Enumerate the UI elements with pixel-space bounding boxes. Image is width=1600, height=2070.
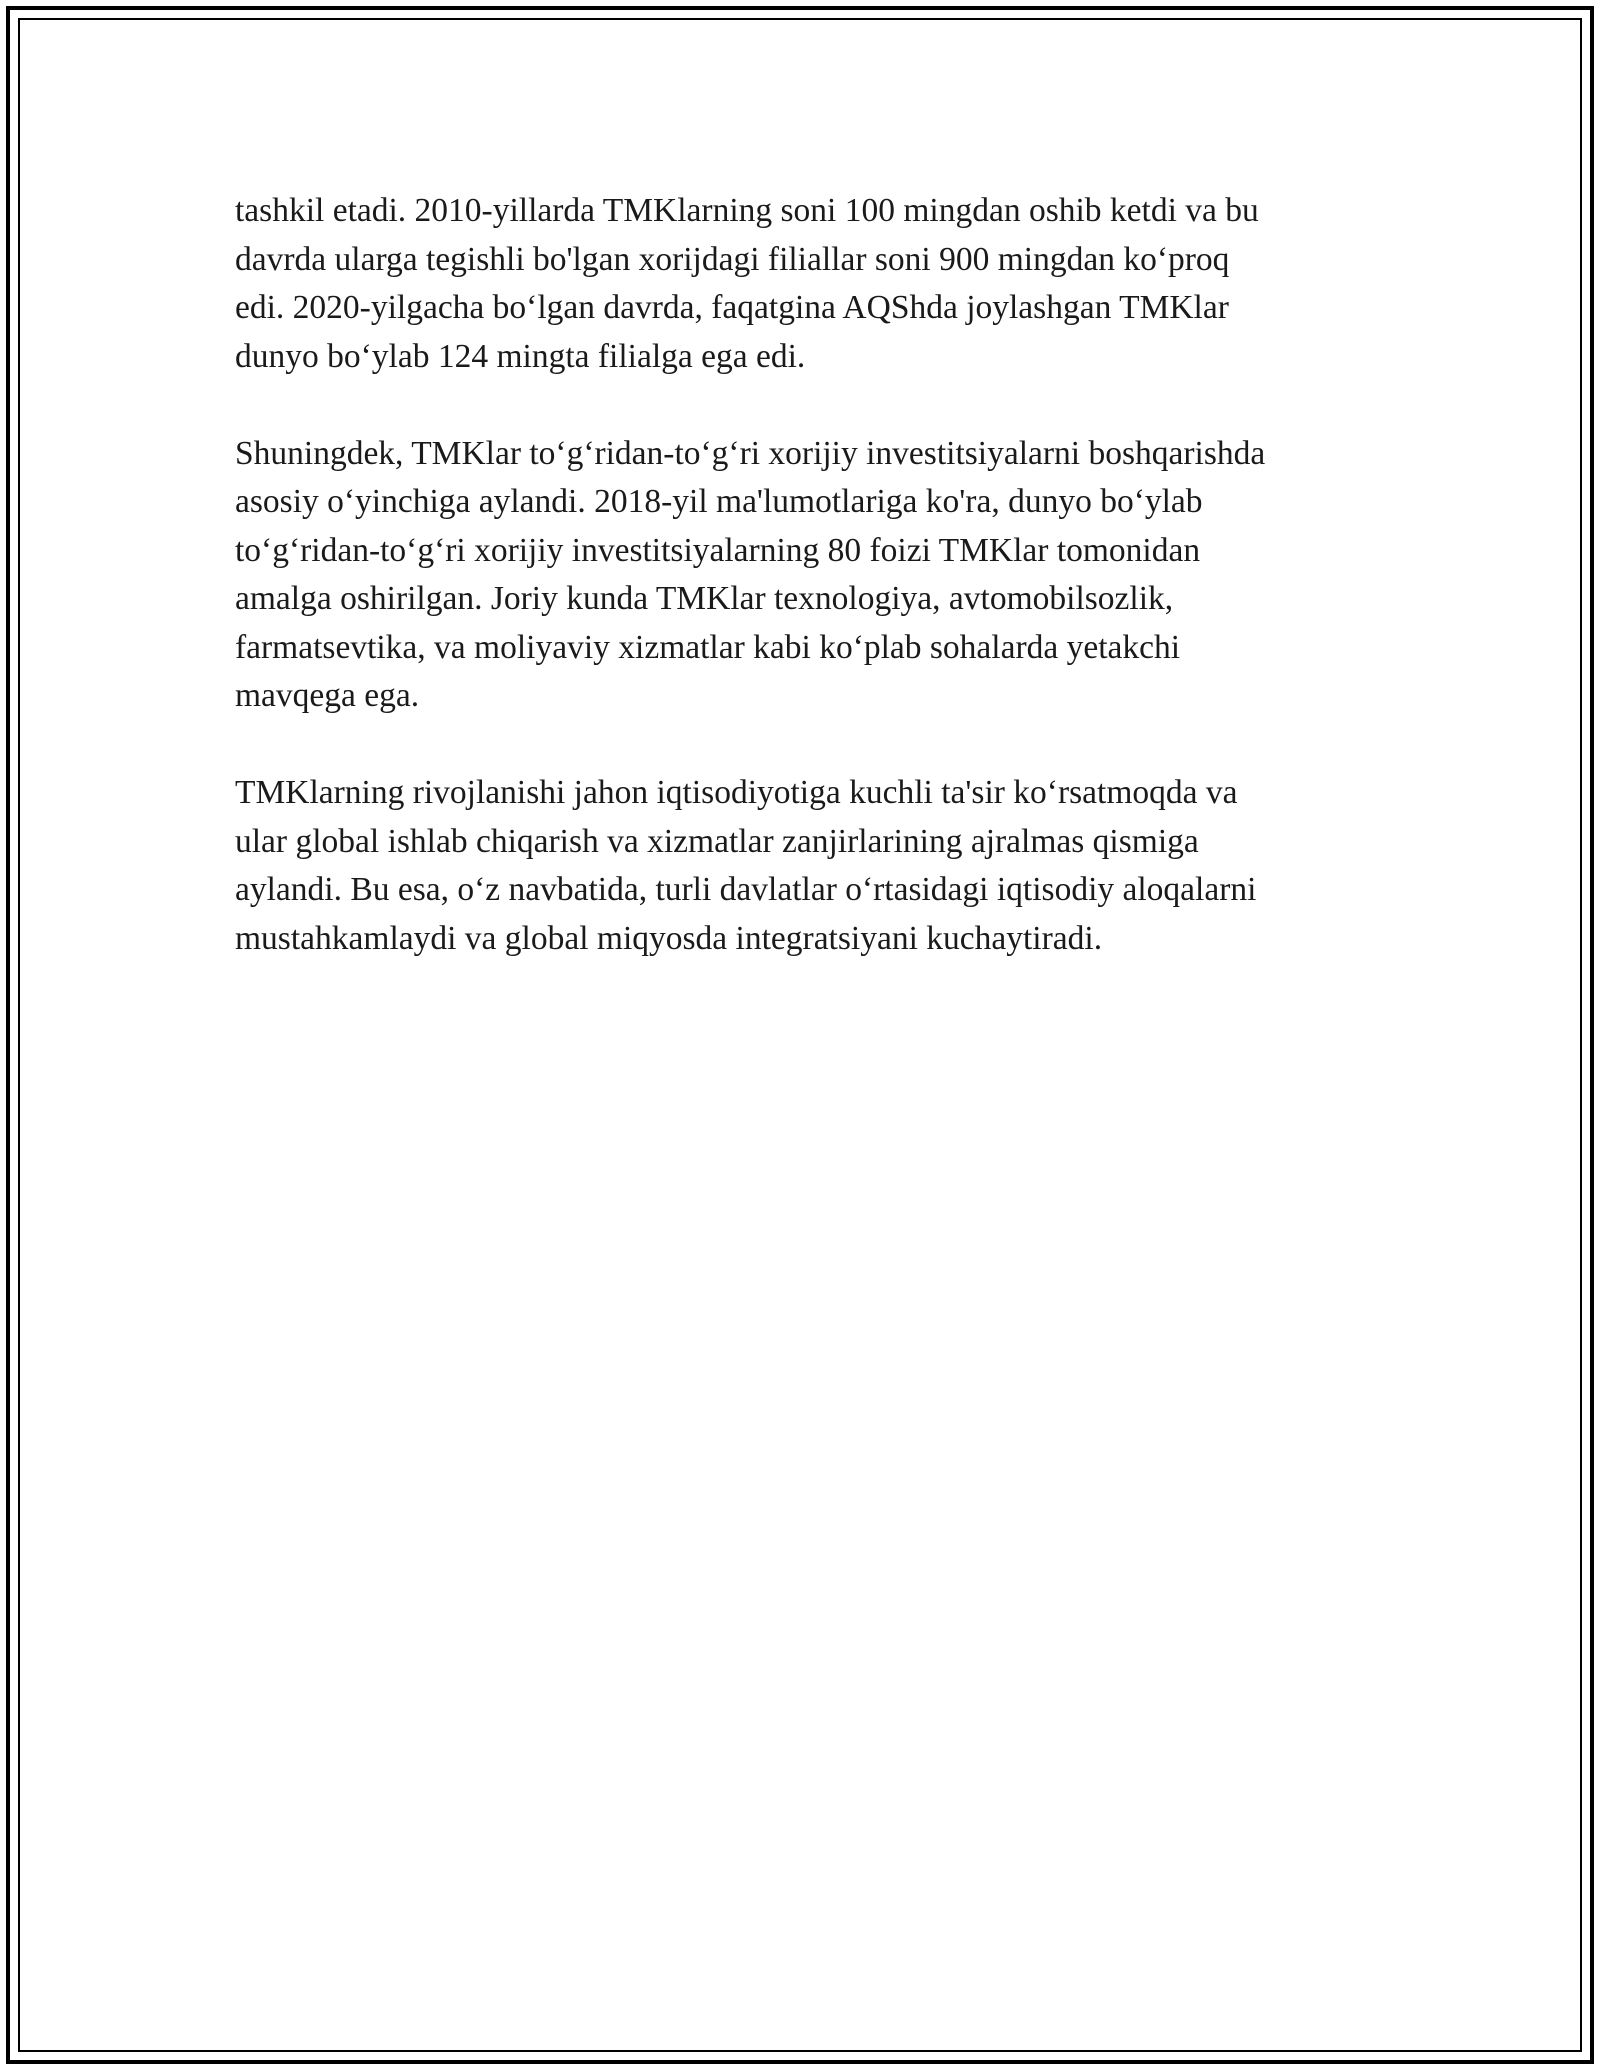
text-line: edi. 2020-yilgacha bo‘lgan davrda, faqatgina AQShda joylashgan TMKlar (235, 289, 1229, 326)
text-line: Shuningdek, TMKlar to‘g‘ridan-to‘g‘ri xorijiy investitsiyalarni boshqarishda (235, 434, 1266, 472)
paragraph-1 (235, 187, 1385, 381)
text-line: ular global ishlab chiqarish va xizmatlar zanjirlarining ajralmas qismiga (235, 822, 1199, 860)
text-line: mavqega ega. (235, 677, 420, 714)
text-line: to‘g‘ridan-to‘g‘ri xorijiy investitsiyalarning 80 foizi TMKlar tomonidan (235, 531, 1201, 569)
text-line: amalga oshirilgan. Joriy kunda TMKlar texnologiya, avtomobilsozlik, (235, 580, 1174, 617)
text-line: mustahkamlaydi va global miqyosda integratsiyani kuchaytiradi. (235, 919, 1103, 957)
text-line: aylandi. Bu esa, o‘z navbatida, turli davlatlar o‘rtasidagi iqtisodiy aloqalarni (235, 871, 1257, 908)
text-line: farmatsevtika, va moliyaviy xizmatlar kabi ko‘plab sohalarda yetakchi (235, 628, 1181, 666)
text-line: dunyo bo‘ylab 124 mingta filialga ega edi. (235, 337, 806, 375)
text-line: tashkil etadi. 2010-yillarda TMKlarning soni 100 mingdan oshib ketdi va bu (235, 192, 1259, 229)
text-line: TMKlarning rivojlanishi jahon iqtisodiyotiga kuchli ta'sir ko‘rsatmoqda va (235, 774, 1238, 811)
text-line: asosiy o‘yinchiga aylandi. 2018-yil ma'lumotlariga ko'ra, dunyo bo‘ylab (235, 483, 1203, 520)
paragraph-2 (235, 430, 1385, 721)
text-line: davrda ularga tegishli bo'lgan xorijdagi filiallar soni 900 mingdan ko‘proq (235, 240, 1230, 278)
paragraph-3 (235, 769, 1385, 963)
document-body (235, 187, 1385, 1012)
